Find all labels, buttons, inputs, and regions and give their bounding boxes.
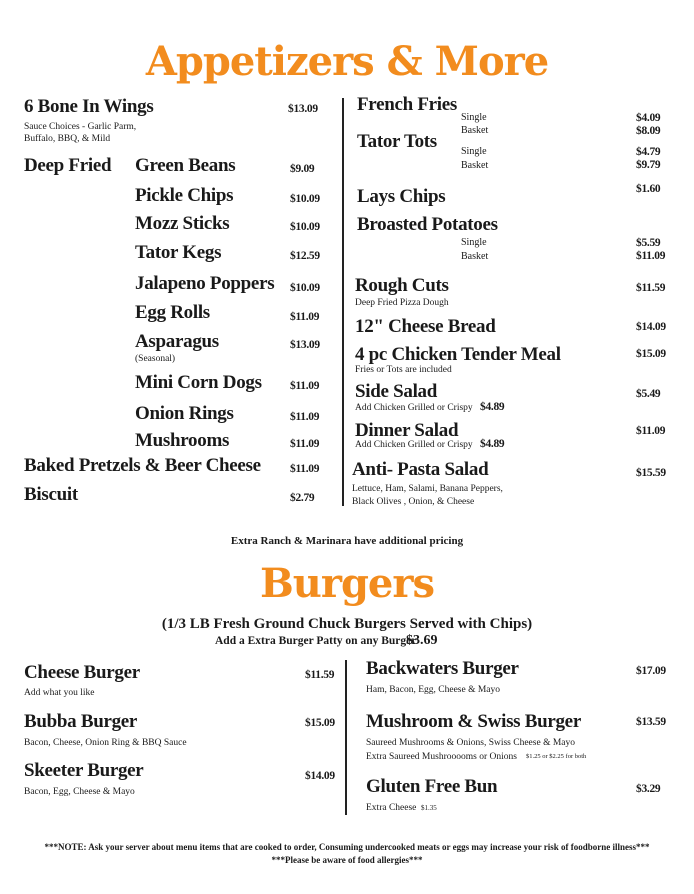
broasted-basket-price: $11.09 bbox=[636, 250, 666, 262]
cheese-bread-price: $14.09 bbox=[636, 321, 666, 333]
onion-rings-name: Onion Rings bbox=[135, 403, 234, 424]
french-fries-single-price: $4.09 bbox=[636, 112, 661, 124]
pickle-chips-name: Pickle Chips bbox=[135, 185, 234, 206]
food-allergy-note: ***Please be aware of food allergies*** bbox=[271, 855, 423, 865]
asparagus-name: Asparagus bbox=[135, 331, 219, 352]
jalapeno-poppers-name: Jalapeno Poppers bbox=[135, 273, 275, 294]
asparagus-price: $13.09 bbox=[290, 339, 320, 351]
mushrooms-price: $11.09 bbox=[290, 438, 320, 450]
antipasta-desc-1: Lettuce, Ham, Salami, Banana Peppers, bbox=[352, 484, 503, 494]
bubba-burger-desc: Bacon, Cheese, Onion Ring & BBQ Sauce bbox=[24, 738, 187, 748]
wings-price: $13.09 bbox=[288, 103, 318, 115]
side-salad-name: Side Salad bbox=[355, 381, 438, 402]
backwaters-burger-price: $17.09 bbox=[636, 665, 666, 677]
extra-sauce-note: Extra Ranch & Marinara have additional pricing bbox=[230, 535, 464, 547]
lays-chips-price: $1.60 bbox=[636, 183, 661, 195]
deep-fried-label: Deep Fried bbox=[24, 155, 112, 176]
burgers-column-divider bbox=[345, 660, 347, 815]
backwaters-burger-desc: Ham, Bacon, Egg, Cheese & Mayo bbox=[366, 685, 501, 695]
antipasta-price: $15.59 bbox=[636, 467, 666, 479]
mushroom-swiss-price: $13.59 bbox=[636, 716, 666, 728]
french-fries-basket: Basket bbox=[461, 125, 489, 136]
tator-tots-single-price: $4.79 bbox=[636, 146, 661, 158]
mushroom-swiss-desc-2: Extra Saureed Mushrooooms or Onions bbox=[366, 752, 517, 762]
egg-rolls-price: $11.09 bbox=[290, 311, 320, 323]
side-salad-price: $5.49 bbox=[636, 388, 661, 400]
lays-chips-name: Lays Chips bbox=[357, 186, 446, 207]
mushrooms-name: Mushrooms bbox=[135, 430, 230, 451]
gluten-free-bun-price: $3.29 bbox=[636, 783, 661, 795]
appetizers-column-divider bbox=[342, 98, 344, 506]
cheese-burger-name: Cheese Burger bbox=[24, 662, 140, 683]
burgers-subtitle: (1/3 LB Fresh Ground Chuck Burgers Served with Chips) bbox=[161, 616, 533, 632]
tender-meal-name: 4 pc Chicken Tender Meal bbox=[355, 344, 561, 365]
cheese-burger-desc: Add what you like bbox=[24, 688, 95, 698]
mozz-sticks-price: $10.09 bbox=[290, 221, 320, 233]
dinner-salad-desc: Add Chicken Grilled or Crispy bbox=[355, 440, 473, 450]
tator-tots-basket: Basket bbox=[461, 160, 489, 171]
rough-cuts-desc: Deep Fried Pizza Dough bbox=[355, 298, 449, 308]
bubba-burger-price: $15.09 bbox=[305, 717, 335, 729]
mushroom-swiss-extra-price: $1.25 or $2.25 for both bbox=[526, 753, 587, 760]
antipasta-desc-2: Black Olives , Onion, & Cheese bbox=[352, 497, 475, 507]
antipasta-name: Anti- Pasta Salad bbox=[352, 459, 489, 480]
appetizers-title: Appetizers & More bbox=[145, 38, 549, 85]
mozz-sticks-name: Mozz Sticks bbox=[135, 213, 230, 234]
dinner-salad-price: $11.09 bbox=[636, 425, 666, 437]
wings-desc-2: Buffalo, BBQ, & Mild bbox=[24, 134, 111, 144]
rough-cuts-name: Rough Cuts bbox=[355, 275, 449, 296]
side-salad-desc: Add Chicken Grilled or Crispy bbox=[355, 403, 473, 413]
patty-price: $3.69 bbox=[406, 633, 438, 648]
broasted-basket: Basket bbox=[461, 251, 489, 262]
extra-cheese-label: Extra Cheese bbox=[366, 803, 417, 813]
mini-corn-dogs-price: $11.09 bbox=[290, 380, 320, 392]
skeeter-burger-desc: Bacon, Egg, Cheese & Mayo bbox=[24, 787, 135, 797]
backwaters-burger-name: Backwaters Burger bbox=[366, 658, 519, 679]
broasted-single-price: $5.59 bbox=[636, 237, 661, 249]
pickle-chips-price: $10.09 bbox=[290, 193, 320, 205]
mini-corn-dogs-name: Mini Corn Dogs bbox=[135, 372, 262, 393]
broasted-single: Single bbox=[461, 237, 487, 248]
foodborne-illness-note: ***NOTE: Ask your server about menu items that are cooked to order, Consuming undercooked meats or eggs may increase your risk of foodborne illness*** bbox=[44, 842, 650, 852]
dinner-salad-name: Dinner Salad bbox=[355, 420, 459, 441]
french-fries-name: French Fries bbox=[357, 94, 457, 115]
green-beans-price: $9.09 bbox=[290, 163, 315, 175]
tator-tots-basket-price: $9.79 bbox=[636, 159, 661, 171]
wings-name: 6 Bone In Wings bbox=[24, 96, 154, 117]
burgers-title: Burgers bbox=[260, 560, 434, 607]
broasted-potatoes-name: Broasted Potatoes bbox=[357, 214, 498, 235]
dinner-salad-add-price: $4.89 bbox=[480, 438, 505, 450]
asparagus-note: (Seasonal) bbox=[135, 354, 176, 364]
tender-meal-price: $15.09 bbox=[636, 348, 666, 360]
wings-desc-1: Sauce Choices - Garlic Parm, bbox=[24, 122, 137, 132]
french-fries-single: Single bbox=[461, 112, 487, 123]
pretzels-name: Baked Pretzels & Beer Cheese bbox=[24, 455, 261, 476]
tator-kegs-price: $12.59 bbox=[290, 250, 320, 262]
gluten-free-bun-name: Gluten Free Bun bbox=[366, 776, 498, 797]
tator-tots-single: Single bbox=[461, 146, 487, 157]
bubba-burger-name: Bubba Burger bbox=[24, 711, 138, 732]
tator-tots-name: Tator Tots bbox=[357, 131, 437, 152]
patty-note: Add a Extra Burger Patty on any Burger bbox=[215, 635, 417, 647]
french-fries-basket-price: $8.09 bbox=[636, 125, 661, 137]
tender-meal-desc: Fries or Tots are included bbox=[355, 365, 452, 375]
skeeter-burger-price: $14.09 bbox=[305, 770, 335, 782]
biscuit-price: $2.79 bbox=[290, 492, 315, 504]
pretzels-price: $11.09 bbox=[290, 463, 320, 475]
extra-cheese-price: $1.35 bbox=[421, 804, 437, 812]
green-beans-name: Green Beans bbox=[135, 155, 236, 176]
skeeter-burger-name: Skeeter Burger bbox=[24, 760, 144, 781]
mushroom-swiss-desc-1: Saureed Mushrooms & Onions, Swiss Cheese & Mayo bbox=[366, 738, 575, 748]
jalapeno-poppers-price: $10.09 bbox=[290, 282, 320, 294]
cheese-burger-price: $11.59 bbox=[305, 669, 335, 681]
side-salad-add-price: $4.89 bbox=[480, 401, 505, 413]
mushroom-swiss-name: Mushroom & Swiss Burger bbox=[366, 711, 581, 732]
egg-rolls-name: Egg Rolls bbox=[135, 302, 210, 323]
tator-kegs-name: Tator Kegs bbox=[135, 242, 222, 263]
rough-cuts-price: $11.59 bbox=[636, 282, 666, 294]
cheese-bread-name: 12" Cheese Bread bbox=[355, 316, 496, 337]
biscuit-name: Biscuit bbox=[24, 484, 78, 505]
onion-rings-price: $11.09 bbox=[290, 411, 320, 423]
